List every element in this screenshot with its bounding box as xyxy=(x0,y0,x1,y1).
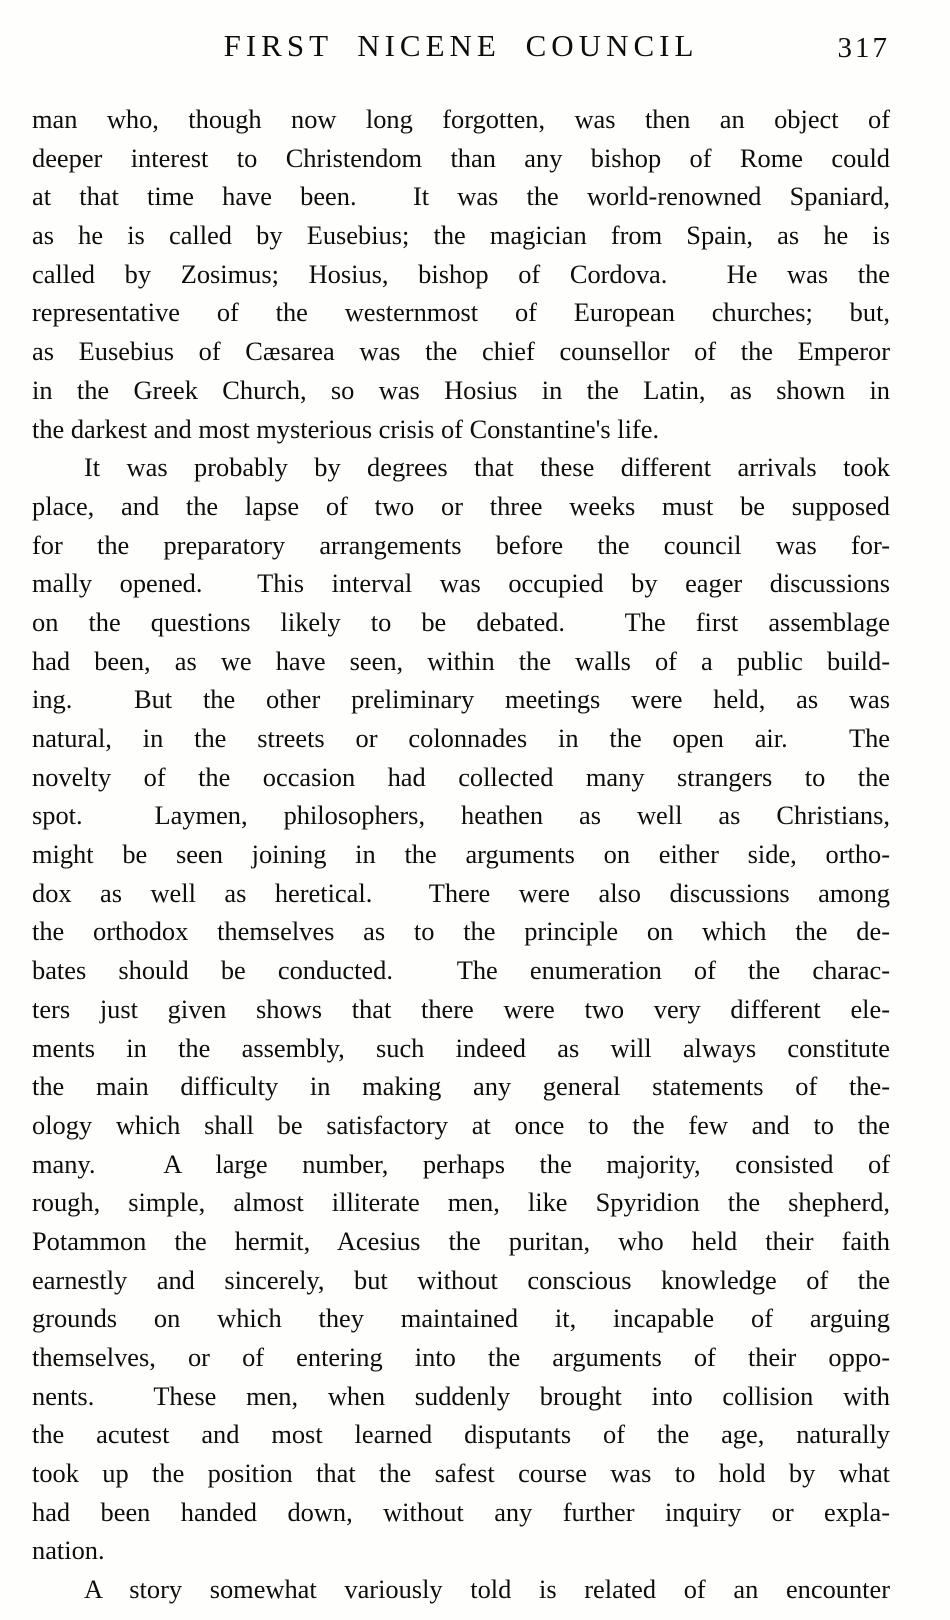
text-line: bates should be conducted. The enumeration of the charac- xyxy=(32,955,890,986)
text-line: spot. Laymen, philosophers, heathen as well as Christians, xyxy=(32,800,890,831)
text-line: many. A large number, perhaps the majority, consisted of xyxy=(32,1148,890,1179)
page-number: 317 xyxy=(837,32,890,64)
paragraph xyxy=(32,448,890,1570)
text-line: had been, as we have seen, within the walls of a public build- xyxy=(32,645,890,676)
text-line: novelty of the occasion had collected many strangers to the xyxy=(32,761,890,792)
text-line: the main difficulty in making any general statements of the- xyxy=(32,1071,890,1102)
text-line: place, and the lapse of two or three weeks must be supposed xyxy=(32,490,890,521)
text-line: deeper interest to Christendom than any bishop of Rome could xyxy=(32,142,890,173)
text-line: for the preparatory arrangements before the council was for- xyxy=(32,529,890,560)
text-line: ters just given shows that there were two very different ele- xyxy=(32,993,890,1024)
paragraph xyxy=(32,100,890,448)
text-line: had been handed down, without any further inquiry or expla- xyxy=(32,1496,890,1527)
text-line: nents. These men, when suddenly brought into collision with xyxy=(32,1380,890,1411)
text-line: Potammon the hermit, Acesius the puritan, who held their faith xyxy=(32,1225,890,1256)
text-line: themselves, or of entering into the arguments of their oppo- xyxy=(32,1342,890,1372)
text-line: ology which shall be satisfactory at once to the few and to the xyxy=(32,1109,890,1140)
text-line: ments in the assembly, such indeed as will always constitute xyxy=(32,1032,890,1063)
text-line: might be seen joining in the arguments on either side, ortho- xyxy=(32,839,890,870)
text-line: in the Greek Church, so was Hosius in the Latin, as shown in xyxy=(32,374,890,405)
body-text xyxy=(32,100,890,1609)
text-line: earnestly and sincerely, but without conscious knowledge of the xyxy=(32,1264,890,1295)
running-header xyxy=(32,28,890,74)
text-line: natural, in the streets or colonnades in the open air. The xyxy=(32,723,890,753)
text-line: A story somewhat variously told is related of an encounter xyxy=(84,1574,890,1605)
text-line: nation. xyxy=(32,1535,105,1566)
text-line: at that time have been. It was the world-renowned Spaniard, xyxy=(32,181,890,212)
text-line: called by Zosimus; Hosius, bishop of Cordova. He was the xyxy=(32,258,890,289)
text-line: representative of the westernmost of European churches; but, xyxy=(32,297,890,328)
text-line: the orthodox themselves as to the principle on which the de- xyxy=(32,916,890,947)
text-line: as he is called by Eusebius; the magician from Spain, as he is xyxy=(32,220,890,251)
text-line: rough, simple, almost illiterate men, like Spyridion the shepherd, xyxy=(32,1187,890,1218)
text-line: man who, though now long forgotten, was then an object of xyxy=(32,104,890,134)
text-line: ing. But the other preliminary meetings were held, as was xyxy=(32,684,890,715)
text-line: It was probably by degrees that these different arrivals took xyxy=(84,452,890,483)
text-line: as Eusebius of Cæsarea was the chief counsellor of the Emperor xyxy=(32,336,890,367)
text-line: on the questions likely to be debated. The first assemblage xyxy=(32,606,890,637)
text-line: grounds on which they maintained it, incapable of arguing xyxy=(32,1303,890,1334)
text-line: took up the position that the safest course was to hold by what xyxy=(32,1458,890,1489)
page-title: FIRST NICENE COUNCIL xyxy=(223,28,699,63)
text-line: mally opened. This interval was occupied by eager discussions xyxy=(32,568,890,599)
paragraph xyxy=(32,1570,890,1609)
text-line: dox as well as heretical. There were also discussions among xyxy=(32,877,890,908)
text-line: the darkest and most mysterious crisis of Constantine's life. xyxy=(32,413,660,444)
text-line: the acutest and most learned disputants of the age, naturally xyxy=(32,1419,890,1450)
